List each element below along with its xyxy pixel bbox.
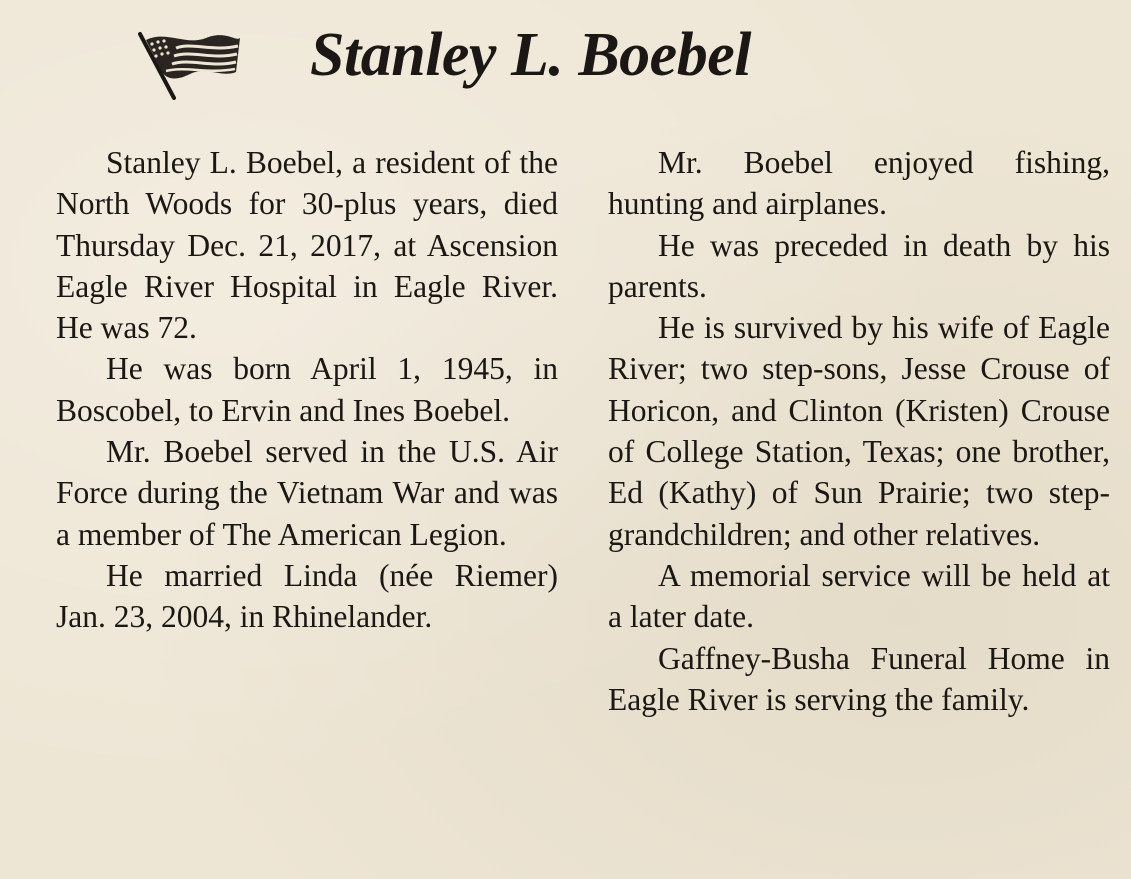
paragraph-military-service: Mr. Boebel served in the U.S. Air Force during the Vietnam War and was a member of The American Legion.: [56, 434, 558, 552]
obituary-header: [0, 18, 1131, 108]
left-column: [56, 142, 558, 638]
paragraph-preceded: He was preceded in death by his parents.: [608, 227, 1110, 304]
american-flag-icon: [136, 28, 242, 100]
right-column: [608, 142, 1110, 720]
paragraph-survivors: He is survived by his wife of Eagle River; two step-sons, Jesse Crouse of Horicon, and Clinton (Kristen) Crouse of College Station, Texas; one brother, Ed (Kathy) of Sun Prairie; two step-grandchildren; and other relatives.: [608, 310, 1110, 552]
obituary-title: Stanley L. Boebel: [310, 21, 751, 89]
paragraph-birth: He was born April 1, 1945, in Boscobel, to Ervin and Ines Boebel.: [56, 351, 558, 428]
paragraph-death-notice: Stanley L. Boebel, a resident of the North Woods for 30-plus years, died Thursday Dec. 21, 2017, at Ascension Eagle River Hospital in Eagle River. He was 72.: [56, 145, 558, 346]
paragraph-marriage: He married Linda (née Riemer) Jan. 23, 2004, in Rhinelander.: [56, 557, 558, 635]
paragraph-hobbies: Mr. Boebel enjoyed fishing, hunting and airplanes.: [608, 145, 1110, 222]
paragraph-memorial: A memorial service will be held at a later date.: [608, 557, 1110, 635]
paragraph-funeral-home: Gaffney-Busha Funeral Home in Eagle River is serving the family.: [608, 640, 1110, 717]
